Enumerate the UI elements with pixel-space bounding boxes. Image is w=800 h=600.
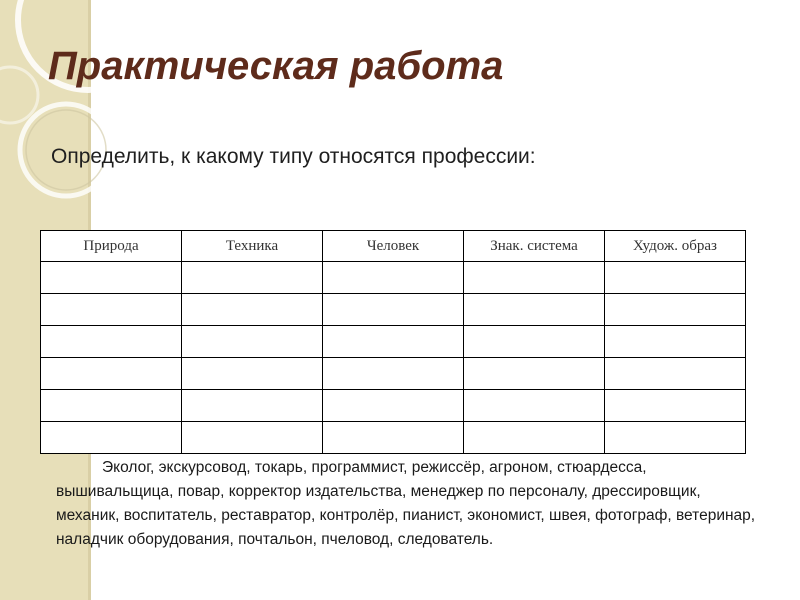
- table-cell: [182, 262, 323, 294]
- table-header-row: [41, 231, 746, 262]
- column-header-sign-system: Знак. система: [464, 231, 605, 262]
- table-cell: [323, 294, 464, 326]
- table-row: [41, 326, 746, 358]
- table-cell: [41, 358, 182, 390]
- table-cell: [323, 262, 464, 294]
- table-cell: [182, 358, 323, 390]
- table-cell: [182, 390, 323, 422]
- table-cell: [182, 294, 323, 326]
- table-cell: [464, 422, 605, 454]
- table-row: [41, 294, 746, 326]
- table-cell: [323, 422, 464, 454]
- table-cell: [182, 422, 323, 454]
- table-row: [41, 262, 746, 294]
- table-cell: [464, 326, 605, 358]
- table-row: [41, 390, 746, 422]
- table-cell: [41, 326, 182, 358]
- table-cell: [464, 390, 605, 422]
- table-cell: [464, 358, 605, 390]
- table-cell: [323, 326, 464, 358]
- table-row: [41, 358, 746, 390]
- table-cell: [605, 326, 746, 358]
- slide-subtitle: Определить, к какому типу относятся профессии:: [51, 145, 536, 168]
- table-cell: [464, 262, 605, 294]
- table-cell: [605, 358, 746, 390]
- table-cell: [605, 390, 746, 422]
- table-cell: [41, 422, 182, 454]
- table-cell: [41, 390, 182, 422]
- table-cell: [464, 294, 605, 326]
- table-cell: [323, 390, 464, 422]
- table-cell: [605, 422, 746, 454]
- table-cell: [605, 294, 746, 326]
- table-cell: [605, 262, 746, 294]
- table-cell: [182, 326, 323, 358]
- table-cell: [323, 358, 464, 390]
- professions-list: Эколог, экскурсовод, токарь, программист, режиссёр, агроном, стюардесса, вышивальщица, повар, корректор издательства, менеджер по персоналу, дрессировщик, механик, воспитатель, реставратор, контролёр, пианист, экономист, швея, фотограф, ветеринар, наладчик оборудования, почтальон, пчеловод, следователь.: [56, 459, 756, 548]
- profession-types-table: [40, 230, 746, 454]
- table-cell: [41, 294, 182, 326]
- column-header-human: Человек: [323, 231, 464, 262]
- column-header-technology: Техника: [182, 231, 323, 262]
- column-header-nature: Природа: [41, 231, 182, 262]
- slide-title: Практическая работа: [48, 44, 504, 88]
- table-body: [41, 262, 746, 454]
- column-header-artistic-image: Худож. образ: [605, 231, 746, 262]
- table-cell: [41, 262, 182, 294]
- table-row: [41, 422, 746, 454]
